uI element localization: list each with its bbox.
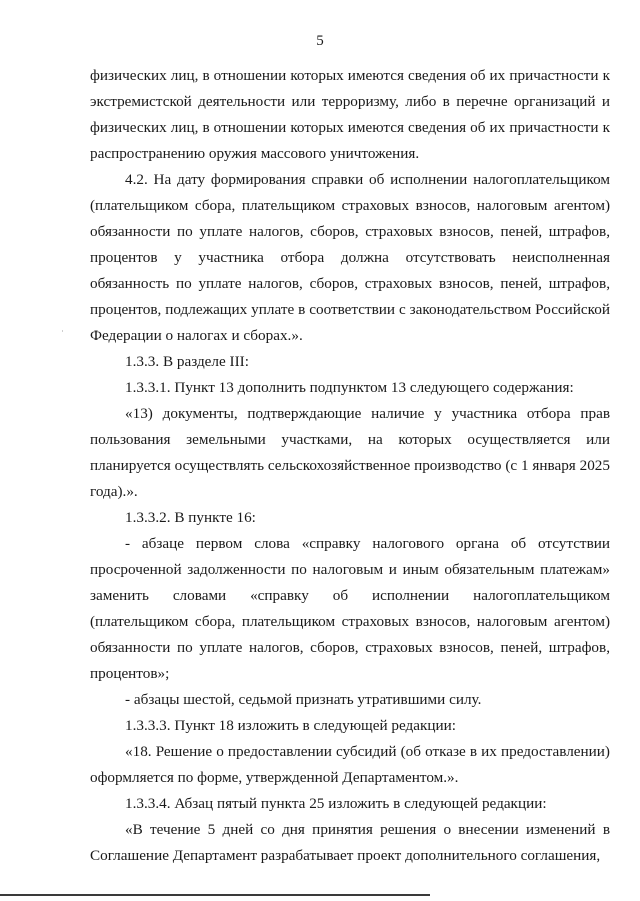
document-body <box>90 63 610 869</box>
scan-speck <box>62 330 63 332</box>
paragraph-1-3-3-1: 1.3.3.1. Пункт 13 дополнить подпунктом 13 следующего содержания: <box>125 379 574 396</box>
paragraph-1-3-3: 1.3.3. В разделе III: <box>125 353 249 370</box>
paragraph-4-2: 4.2. На дату формирования справки об исполнении налогоплательщиком (плательщиком сбора, плательщиком страховых взносов, налоговым агентом) обязанности по уплате налогов, сборов, страховых взносов, пеней, штрафов, процентов у участника отбора должна отсутствовать неисполненная обязанность по уплате налогов, сборов, страховых взносов, пеней, штрафов, процентов, подлежащих уплате в соответствии с законодательством Российской Федерации о налогах и сборах.». <box>90 171 610 344</box>
paragraph-1-3-3-2: 1.3.3.2. В пункте 16: <box>125 509 256 526</box>
paragraph-subpoint-13: «13) документы, подтверждающие наличие у участника отбора прав пользования земельными участками, на которых осуществляется или планируется осуществлять сельскохозяйственное производство (с 1 января 2025 года).». <box>90 405 610 500</box>
paragraph-replace-words: - абзаце первом слова «справку налогового органа об отсутствии просроченной задолженности по налоговым и иным обязательным платежам» заменить словами «справку об исполнении налогоплательщиком (плательщиком сбора, плательщиком страховых взносов, налоговым агентом) обязанности по уплате налогов, сборов, страховых взносов, пеней, штрафов, процентов»; <box>90 535 610 682</box>
paragraph-point-25-text: «В течение 5 дней со дня принятия решения о внесении изменений в Соглашение Департамент разрабатывает проект дополнительного соглашения, <box>90 821 610 864</box>
paragraph-1-3-3-3: 1.3.3.3. Пункт 18 изложить в следующей редакции: <box>125 717 456 734</box>
paragraph-point-18: «18. Решение о предоставлении субсидий (об отказе в их предоставлении) оформляется по форме, утвержденной Департаментом.». <box>90 743 610 786</box>
paragraph-1-3-3-4: 1.3.3.4. Абзац пятый пункта 25 изложить в следующей редакции: <box>125 795 547 812</box>
paragraph-void-clauses: - абзацы шестой, седьмой признать утратившими силу. <box>125 691 482 708</box>
paragraph-continuation: физических лиц, в отношении которых имеются сведения об их причастности к экстремистской деятельности или терроризму, либо в перечне организаций и физических лиц, в отношении которых имеются сведения об их причастности к распространению оружия массового уничтожения. <box>90 67 610 162</box>
bottom-scan-edge <box>0 894 430 896</box>
page-number: 5 <box>316 33 324 49</box>
